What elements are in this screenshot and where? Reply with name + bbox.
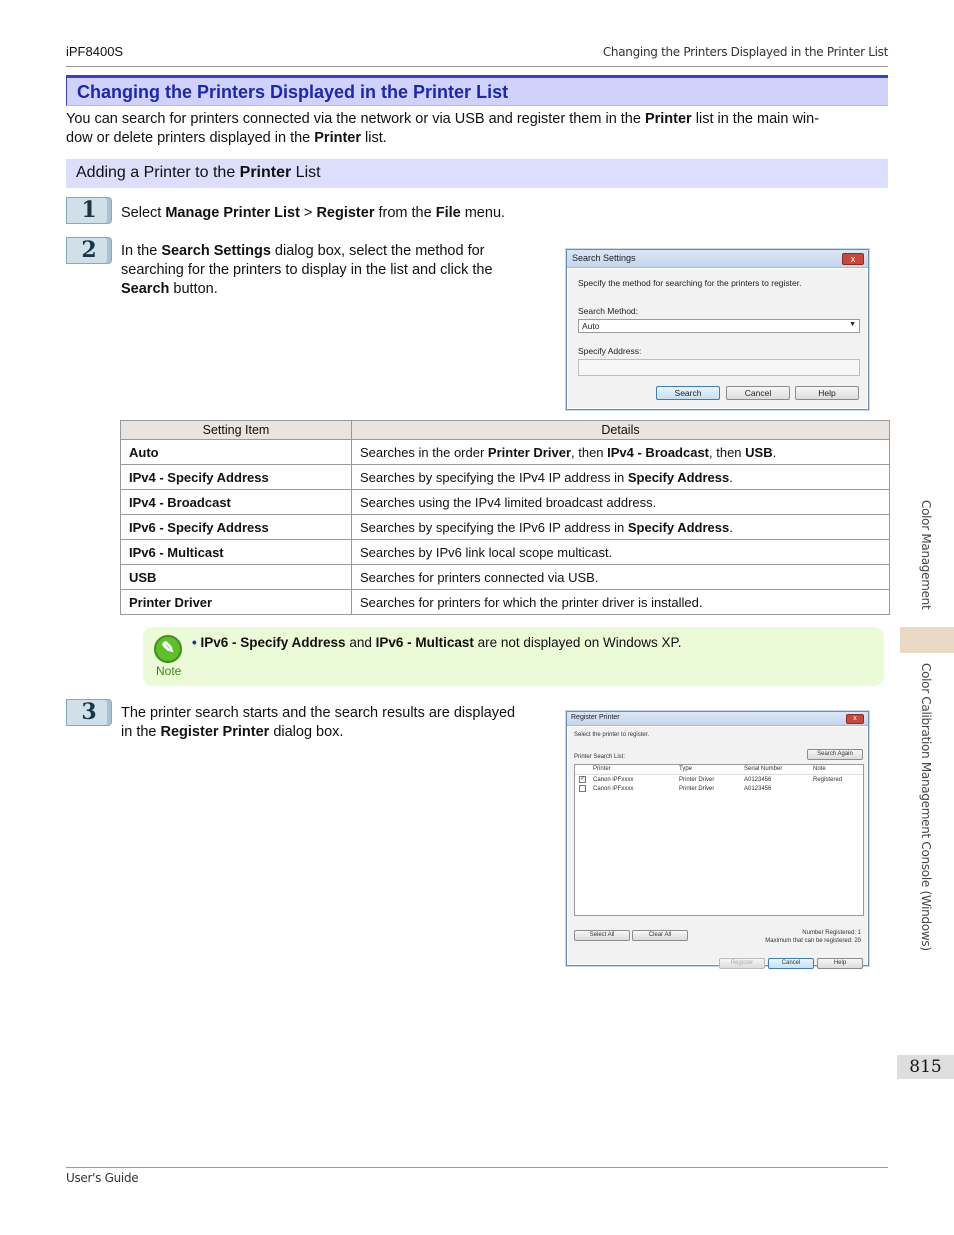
printer-list <box>574 764 864 916</box>
chevron-down-icon: ▼ <box>849 321 856 328</box>
search-settings-dialog <box>566 249 869 410</box>
details-text: , then <box>709 444 746 460</box>
setting-item-cell: Auto <box>121 440 352 465</box>
subsection-text: Adding a Printer to the <box>76 164 240 181</box>
step-text-part: in the <box>121 724 161 740</box>
details-text: Searches by specifying the IPv6 IP address in <box>360 519 628 535</box>
table-row <box>121 490 890 515</box>
column-header: Note <box>813 766 826 772</box>
select-all-button[interactable]: Select All <box>574 930 630 941</box>
note-text-part: are not displayed on Windows XP. <box>473 635 682 650</box>
dialog-title: Search Settings <box>572 253 636 263</box>
column-header: Details <box>352 421 890 440</box>
side-tab-marker <box>900 627 954 653</box>
step-bold: Manage Printer List <box>165 205 300 221</box>
step-bold: File <box>435 205 461 221</box>
bullet: • <box>192 635 197 650</box>
details-cell <box>352 540 890 565</box>
register-button[interactable]: Register <box>719 958 765 969</box>
step-text-part: menu. <box>460 205 506 221</box>
details-text: Searches for printers for which the printer driver is installed. <box>360 594 703 610</box>
footer-divider <box>66 1167 888 1168</box>
step-number-1: 1 <box>66 197 112 224</box>
step-text-part: The printer search starts and the search results are displayed <box>121 705 516 721</box>
table-row <box>121 590 890 615</box>
step-bold: Register Printer <box>160 724 270 740</box>
specify-address-label: Specify Address: <box>578 346 642 356</box>
details-bold: Printer Driver <box>487 444 571 460</box>
table-header-row <box>121 421 890 440</box>
section-title: Changing the Printers Displayed in the Printer List <box>77 82 509 102</box>
details-bold: IPv4 - Broadcast <box>607 444 710 460</box>
step-text-part: In the <box>121 243 162 259</box>
table-row <box>121 440 890 465</box>
note-bold: IPv6 - Multicast <box>375 635 474 650</box>
step-3-text <box>121 704 561 742</box>
step-text-part: dialog box, select the method for <box>270 243 485 259</box>
maximum-registered: Maximum that can be registered: 20 <box>765 938 861 944</box>
search-method-label: Search Method: <box>578 306 639 316</box>
step-1-text <box>121 204 505 223</box>
intro-text: list. <box>361 130 387 146</box>
note-box <box>143 627 884 686</box>
subsection-heading <box>66 159 888 188</box>
search-method-select[interactable] <box>578 319 860 333</box>
dialog-body <box>568 727 867 964</box>
setting-item-cell: USB <box>121 565 352 590</box>
details-text: Searches for printers connected via USB. <box>360 569 599 585</box>
side-tab-calibration-console[interactable]: Color Calibration Management Console (Windows) <box>919 663 933 951</box>
details-text: . <box>729 519 733 535</box>
details-text: . <box>772 444 777 460</box>
printer-name: Canon iPFxxxx <box>593 777 634 783</box>
row-checkbox[interactable]: ✓ <box>580 776 586 782</box>
search-button[interactable]: Search <box>656 386 720 400</box>
subsection-text: List <box>291 164 321 181</box>
setting-item-cell: IPv6 - Specify Address <box>121 515 352 540</box>
details-text: Searches in the order <box>360 444 488 460</box>
step-bold: Register <box>316 205 375 221</box>
column-header: Printer <box>593 766 611 772</box>
intro-paragraph <box>66 110 888 148</box>
intro-text: You can search for printers connected via the network or via USB and register them in the <box>66 111 645 127</box>
settings-table <box>120 420 890 615</box>
details-text: , then <box>571 444 608 460</box>
close-icon[interactable]: x <box>846 714 864 724</box>
table-row <box>121 565 890 590</box>
note-text <box>192 635 682 650</box>
setting-item-cell: IPv6 - Multicast <box>121 540 352 565</box>
number-registered: Number Registered: 1 <box>802 930 861 936</box>
section-title-box <box>66 75 888 106</box>
close-icon[interactable]: x <box>842 253 864 265</box>
table-row <box>121 540 890 565</box>
printer-type: Printer Driver <box>679 777 715 783</box>
details-cell <box>352 590 890 615</box>
table-row <box>121 465 890 490</box>
row-checkbox[interactable] <box>579 785 586 792</box>
pencil-icon: ✎ <box>154 635 182 663</box>
details-cell <box>352 440 890 465</box>
details-cell <box>352 465 890 490</box>
step-number-2: 2 <box>66 237 112 264</box>
serial-number: A0123456 <box>744 786 772 792</box>
dialog-instruction: Select the printer to register. <box>574 732 650 738</box>
column-header: Type <box>679 766 693 772</box>
step-text-part: from the <box>374 205 436 221</box>
header-divider <box>66 66 888 67</box>
intro-bold: Printer <box>644 111 692 127</box>
intro-bold: Printer <box>314 130 362 146</box>
details-bold: USB <box>745 444 773 460</box>
intro-text: dow or delete printers displayed in the <box>66 130 315 146</box>
details-text: Searches using the IPv4 limited broadcast address. <box>360 494 657 510</box>
serial-number: A0123456 <box>744 777 772 783</box>
intro-text: list in the main win- <box>691 111 820 127</box>
dialog-body <box>568 269 867 408</box>
column-header: Setting Item <box>121 421 352 440</box>
step-number-3: 3 <box>66 699 112 726</box>
note-label: Note <box>156 664 182 678</box>
printer-search-list-label: Printer Search List: <box>574 754 626 760</box>
dialog-instruction: Specify the method for searching for the printers to register. <box>578 278 802 288</box>
table-row[interactable] <box>575 785 863 794</box>
header-chapter: Changing the Printers Displayed in the Printer List <box>602 45 888 59</box>
details-text: . <box>729 469 733 485</box>
step-bold: Search <box>121 281 170 297</box>
details-text: Searches by IPv6 link local scope multicast. <box>360 544 613 560</box>
setting-item-cell: IPv4 - Specify Address <box>121 465 352 490</box>
table-row <box>121 515 890 540</box>
details-cell <box>352 565 890 590</box>
details-bold: Specify Address <box>627 469 730 485</box>
setting-item-cell: IPv4 - Broadcast <box>121 490 352 515</box>
search-again-button[interactable]: Search Again <box>807 749 863 760</box>
details-bold: Specify Address <box>627 519 730 535</box>
note-bold: IPv6 - Specify Address <box>200 635 346 650</box>
cancel-button[interactable]: Cancel <box>726 386 790 400</box>
header-product: iPF8400S <box>66 44 124 59</box>
dialog-titlebar <box>567 712 868 726</box>
step-bold: Search Settings <box>161 243 271 259</box>
dialog-title: Register Printer <box>571 714 620 721</box>
register-printer-dialog <box>566 711 869 966</box>
search-method-value: Auto <box>582 321 600 331</box>
footer-text: User's Guide <box>66 1171 139 1185</box>
step-text-part: button. <box>169 281 218 297</box>
details-cell <box>352 515 890 540</box>
step-text-part: searching for the printers to display in the list and click the <box>121 262 493 278</box>
setting-item-cell: Printer Driver <box>121 590 352 615</box>
step-text-part: > <box>299 205 317 221</box>
details-cell <box>352 490 890 515</box>
subsection-bold: Printer <box>239 164 292 181</box>
clear-all-button[interactable]: Clear All <box>632 930 688 941</box>
printer-list-header <box>575 765 863 775</box>
step-text-part: dialog box. <box>269 724 344 740</box>
printer-type: Printer Driver <box>679 786 715 792</box>
step-2-text <box>121 242 551 299</box>
column-header: Serial Number <box>744 766 783 772</box>
specify-address-input[interactable] <box>578 359 860 376</box>
page-number: 815 <box>897 1055 954 1079</box>
details-text: Searches by specifying the IPv4 IP address in <box>360 469 628 485</box>
printer-note: Registered <box>813 777 843 783</box>
dialog-titlebar <box>567 250 868 268</box>
note-text-part: and <box>345 635 376 650</box>
step-text-part: Select <box>121 205 166 221</box>
side-tab-color-management[interactable]: Color Management <box>919 500 933 610</box>
help-button[interactable]: Help <box>817 958 863 969</box>
cancel-button[interactable]: Cancel <box>768 958 814 969</box>
help-button[interactable]: Help <box>795 386 859 400</box>
table-row[interactable] <box>575 776 863 785</box>
printer-name: Canon iPFxxxx <box>593 786 634 792</box>
